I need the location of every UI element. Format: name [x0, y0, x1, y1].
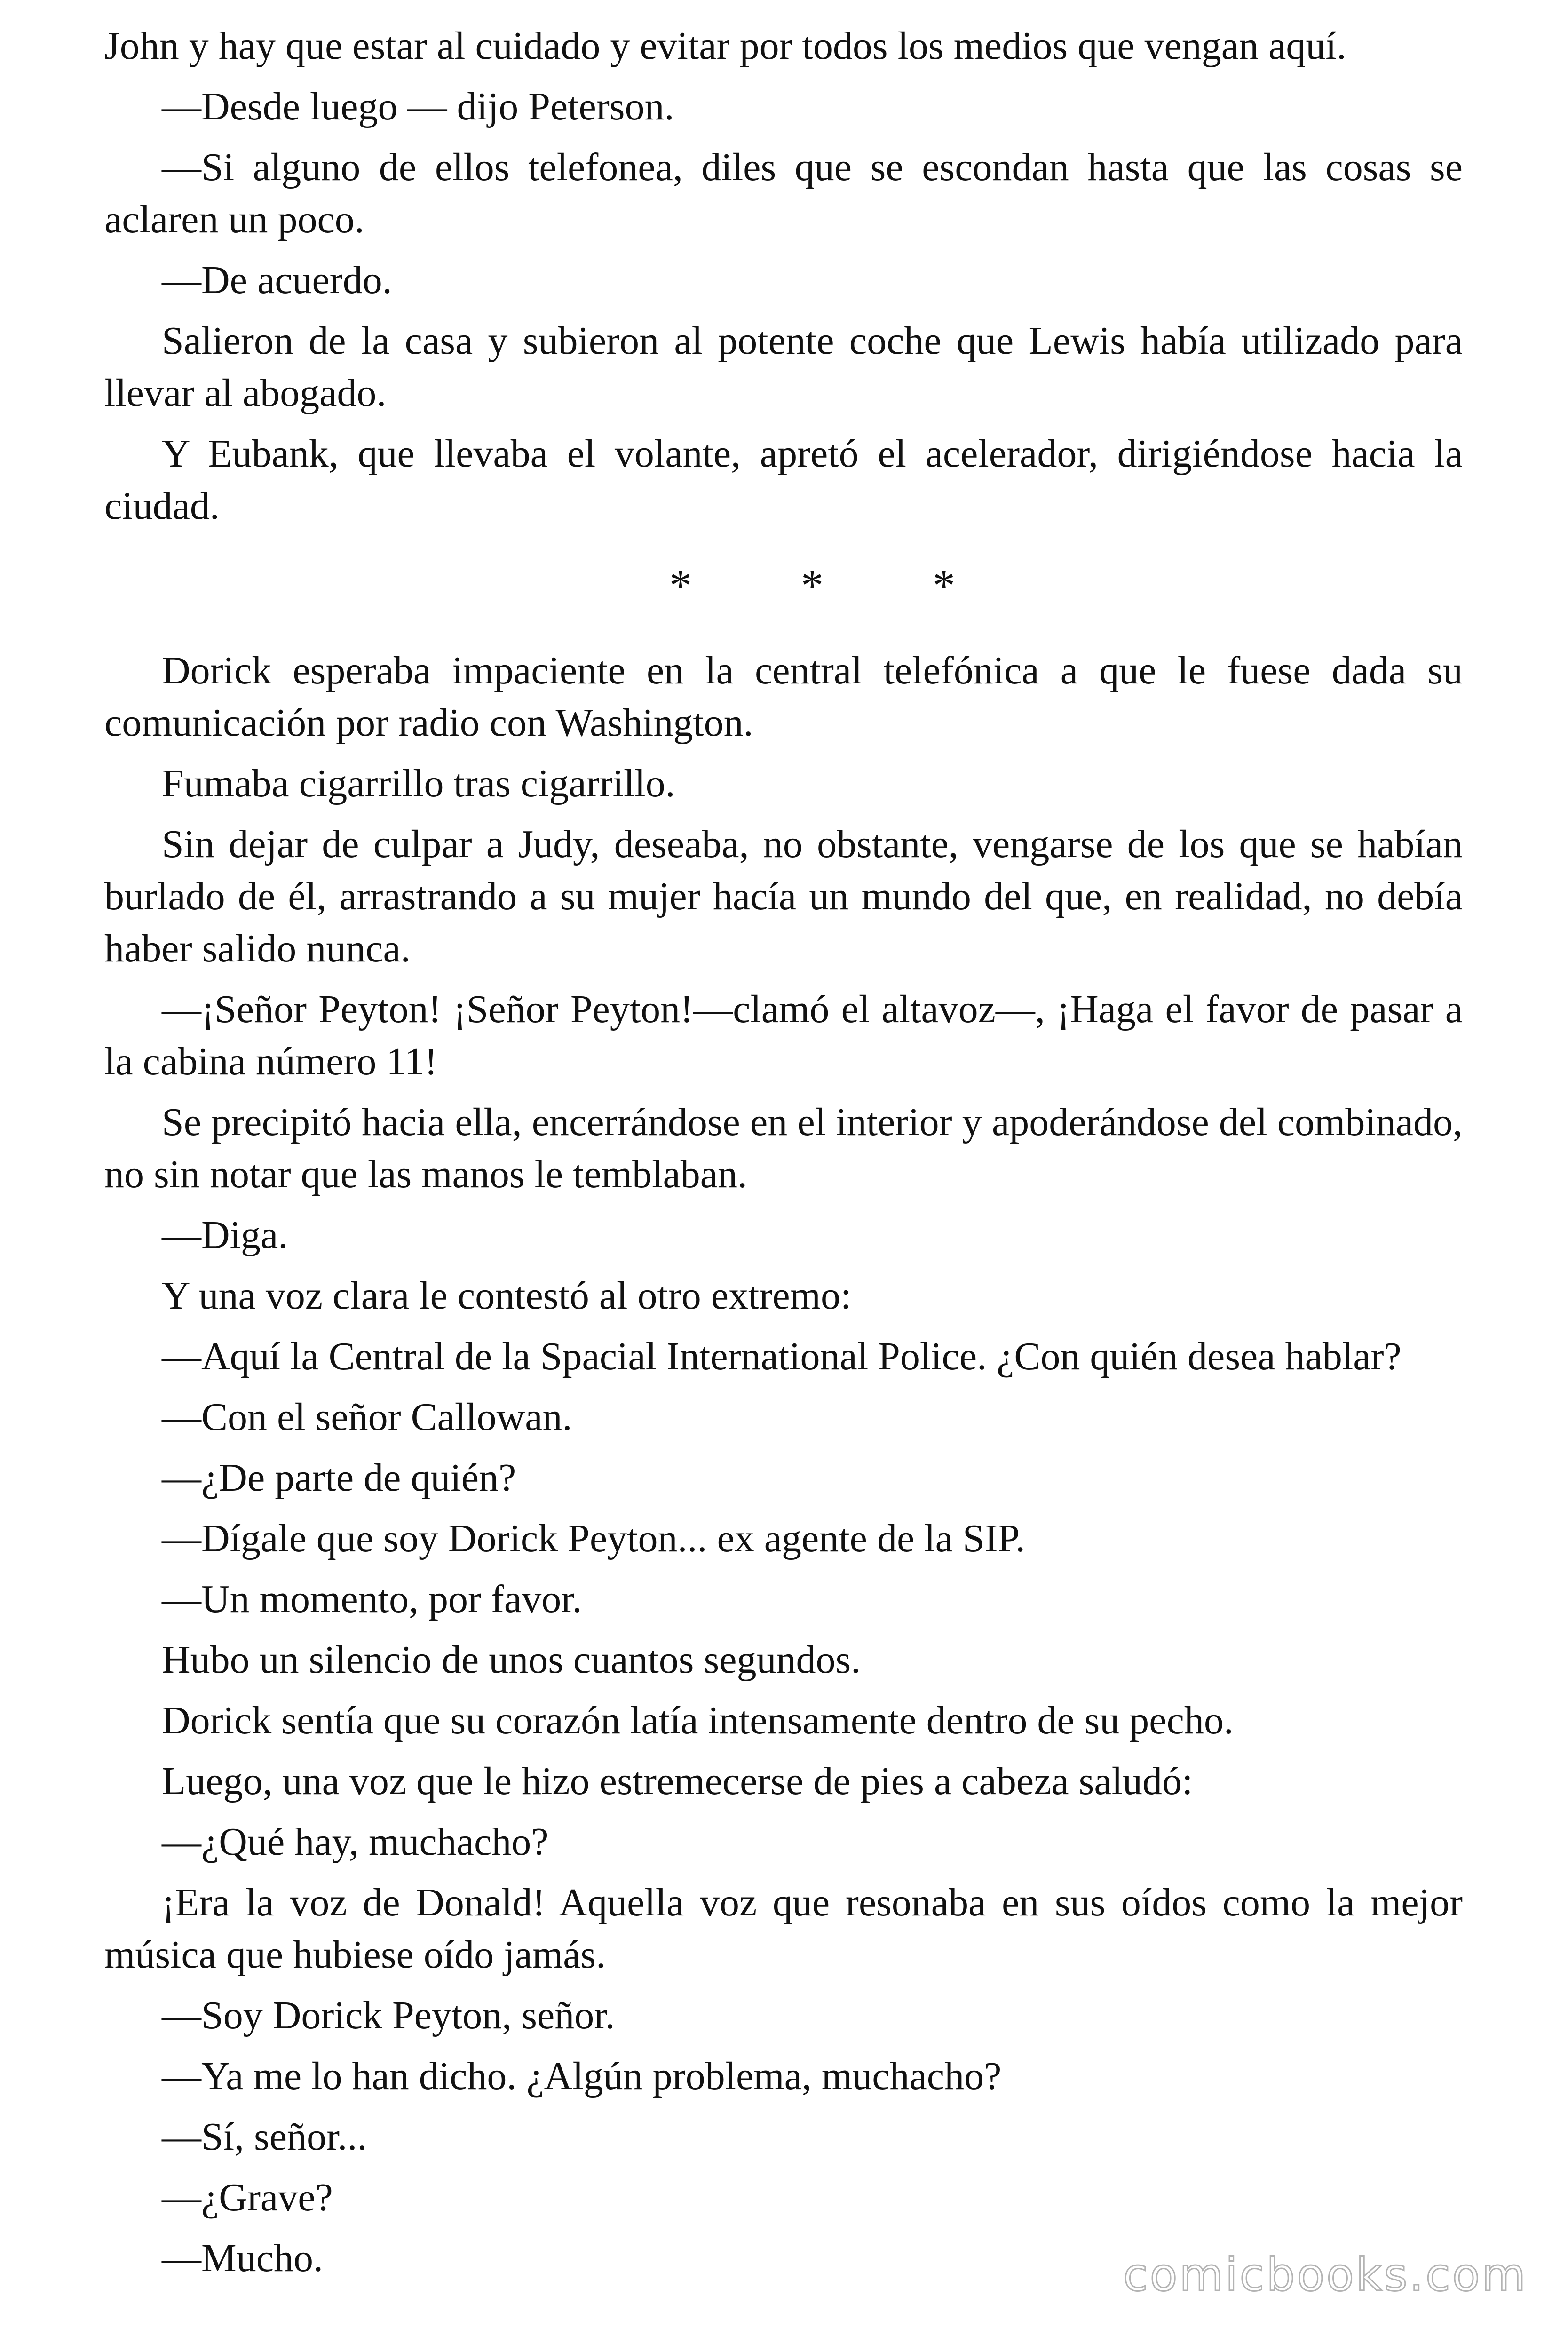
- paragraph: —Diga.: [162, 1213, 288, 1257]
- paragraph: —Dígale que soy Dorick Peyton... ex agente de la SIP.: [162, 1517, 1025, 1560]
- watermark: comicbooks.com: [1123, 2249, 1528, 2301]
- paragraph: —Ya me lo han dicho. ¿Algún problema, muchacho?: [162, 2054, 1002, 2098]
- paragraph: —¿Grave?: [162, 2176, 333, 2219]
- paragraph: —¿Qué hay, muchacho?: [162, 1820, 549, 1864]
- paragraph: —Aquí la Central de la Spacial International Police. ¿Con quién desea hablar?: [162, 1335, 1402, 1378]
- body-text: [104, 20, 1463, 2293]
- paragraph: Dorick esperaba impaciente en la central telefónica a que le fuese dada su comunicación por radio con Washington.: [104, 649, 1463, 745]
- paragraph: Hubo un silencio de unos cuantos segundos.: [162, 1638, 861, 1682]
- paragraph: —Soy Dorick Peyton, señor.: [162, 1994, 615, 2037]
- paragraph: —De acuerdo.: [162, 258, 392, 302]
- paragraph: Salieron de la casa y subieron al potente coche que Lewis había utilizado para llevar al abogado.: [104, 319, 1463, 415]
- paragraph: —Mucho.: [162, 2236, 323, 2280]
- paragraph: Dorick sentía que su corazón latía intensamente dentro de su pecho.: [162, 1699, 1234, 1742]
- paragraph: Se precipitó hacia ella, encerrándose en el interior y apoderándose del combinado, no sin notar que las manos le temblaban.: [104, 1100, 1463, 1196]
- paragraph: —Con el señor Callowan.: [162, 1395, 572, 1439]
- paragraph: —Desde luego — dijo Peterson.: [162, 85, 674, 128]
- paragraph: ¡Era la voz de Donald! Aquella voz que resonaba en sus oídos como la mejor música que hubiese oído jamás.: [104, 1881, 1463, 1977]
- paragraph: —Un momento, por favor.: [162, 1577, 582, 1621]
- paragraph: —¡Señor Peyton! ¡Señor Peyton!—clamó el altavoz—, ¡Haga el favor de pasar a la cabina número 11!: [104, 987, 1463, 1083]
- scene-break: * * *: [669, 560, 1004, 611]
- paragraph: Y Eubank, que llevaba el volante, apretó el acelerador, dirigiéndose hacia la ciudad.: [104, 432, 1463, 528]
- paragraph: Sin dejar de culpar a Judy, deseaba, no obstante, vengarse de los que se habían burlado de él, arrastrando a su mujer hacía un mundo del que, en realidad, no debía haber salido nunca.: [104, 822, 1463, 970]
- paragraph: Luego, una voz que le hizo estremecerse de pies a cabeza saludó:: [162, 1759, 1193, 1803]
- paragraph: —¿De parte de quién?: [162, 1456, 516, 1500]
- paragraph: Y una voz clara le contestó al otro extremo:: [162, 1274, 852, 1318]
- paragraph: —Si alguno de ellos telefonea, diles que se escondan hasta que las cosas se aclaren un poco.: [104, 145, 1463, 241]
- paragraph: John y hay que estar al cuidado y evitar por todos los medios que vengan aquí.: [104, 24, 1346, 68]
- paragraph: —Sí, señor...: [162, 2115, 367, 2159]
- paragraph: Fumaba cigarrillo tras cigarrillo.: [162, 762, 675, 805]
